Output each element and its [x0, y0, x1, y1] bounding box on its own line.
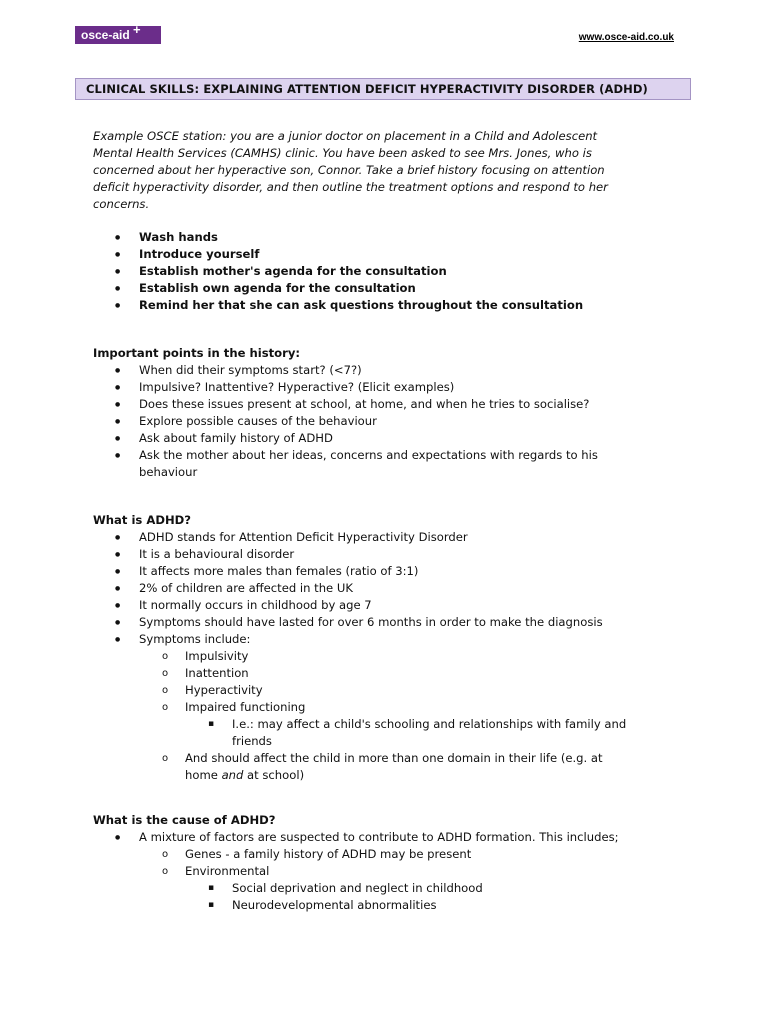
emphasis-text: and [221, 768, 244, 782]
what-is-section [93, 512, 673, 784]
sub-list-item: o Environmental [93, 863, 693, 880]
cause-section [93, 812, 693, 914]
list-item: ● ADHD stands for Attention Deficit Hyperactivity Disorder [93, 529, 673, 546]
list-item: ● Ask about family history of ADHD [93, 430, 673, 447]
intro-steps-list [93, 229, 673, 314]
list-item: ● Establish mother's agenda for the consultation [93, 263, 673, 280]
cause-heading: What is the cause of ADHD? [93, 813, 276, 827]
list-item: ● Symptoms should have lasted for over 6 months in order to make the diagnosis [93, 614, 673, 631]
history-heading: Important points in the history: [93, 346, 301, 360]
sub-sub-list-item [93, 716, 673, 750]
list-item: ● 2% of children are affected in the UK [93, 580, 673, 597]
sub-list-item: o Inattention [93, 665, 673, 682]
list-item: ● Establish own agenda for the consultation [93, 280, 673, 297]
page-title: CLINICAL SKILLS: EXPLAINING ATTENTION DEFICIT HYPERACTIVITY DISORDER (ADHD) [75, 78, 691, 100]
list-item: ● When did their symptoms start? (<7?) [93, 362, 673, 379]
sub-sub-list-item: ▪ Social deprivation and neglect in childhood [93, 880, 693, 897]
list-item: ● Explore possible causes of the behaviour [93, 413, 673, 430]
list-item: ● It normally occurs in childhood by age 7 [93, 597, 673, 614]
list-item-line: o And should affect the child in more than one domain in their life (e.g. at [185, 751, 603, 765]
list-item: ● Introduce yourself [93, 246, 673, 263]
sub-list-item [93, 750, 673, 784]
list-item: ● Does these issues present at school, at home, and when he tries to socialise? [93, 396, 673, 413]
logo-text: osce-aid [81, 28, 130, 42]
sub-list-item: o Hyperactivity [93, 682, 673, 699]
list-item [93, 447, 673, 481]
list-item: ● A mixture of factors are suspected to contribute to ADHD formation. This includes; [93, 829, 693, 846]
osce-aid-logo [75, 22, 161, 44]
sub-list-item: o Impulsivity [93, 648, 673, 665]
list-item: ● Impulsive? Inattentive? Hyperactive? (Elicit examples) [93, 379, 673, 396]
list-item-line: behaviour [139, 465, 198, 479]
intro-paragraph: Example OSCE station: you are a junior doctor on placement in a Child and Adolescent Mental Health Services (CAMHS) clinic. You have been asked to see Mrs. Jones, who is concerned about her hyperactive son, Connor. Take a brief history focusing on attention deficit hyperactivity disorder, and then outline the treatment options and respond to her concerns. [93, 129, 608, 211]
history-section [93, 345, 673, 481]
list-item: ● Symptoms include: [93, 631, 673, 648]
what-is-heading: What is ADHD? [93, 513, 192, 527]
list-item-line: friends [232, 734, 272, 748]
list-item: ● Remind her that she can ask questions throughout the consultation [93, 297, 673, 314]
list-item: ● It affects more males than females (ratio of 3:1) [93, 563, 673, 580]
logo-plus-icon: + [133, 22, 141, 37]
list-item: ● It is a behavioural disorder [93, 546, 673, 563]
text-run: home [185, 768, 222, 782]
site-url-link[interactable]: www.osce-aid.co.uk [578, 32, 674, 43]
list-item-line [185, 767, 673, 784]
sub-list-item: o Genes - a family history of ADHD may be present [93, 846, 693, 863]
list-item-line: ▪ I.e.: may affect a child's schooling and relationships with family and [232, 717, 627, 731]
text-run: at school) [243, 768, 305, 782]
list-item: ● Wash hands [93, 229, 673, 246]
sub-sub-list-item: ▪ Neurodevelopmental abnormalities [93, 897, 693, 914]
sub-list-item: o Impaired functioning [93, 699, 673, 716]
list-item-line: ● Ask the mother about her ideas, concerns and expectations with regards to his [139, 448, 598, 462]
